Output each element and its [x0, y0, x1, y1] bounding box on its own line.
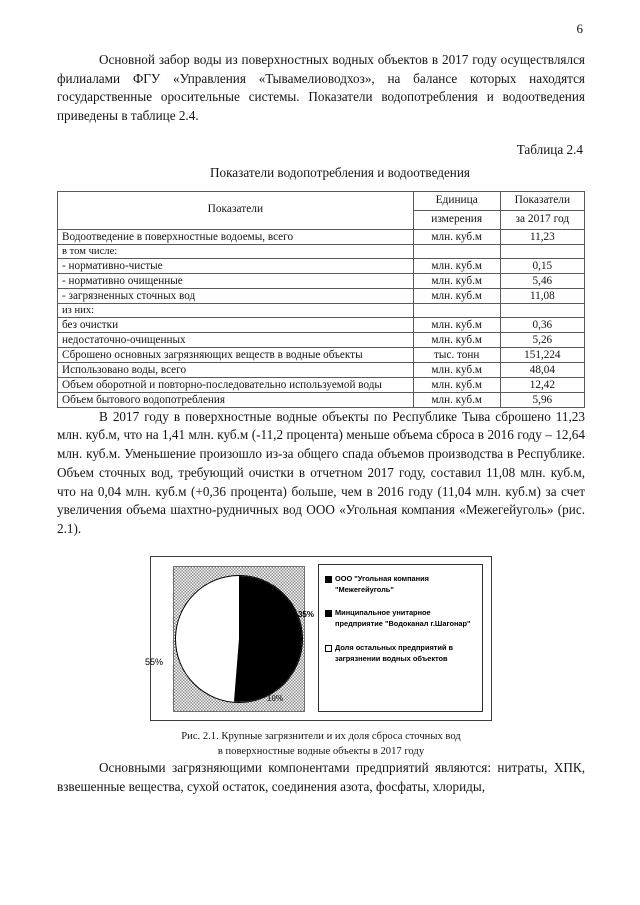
column-header-unit-line1: Единица	[413, 191, 500, 210]
row-indicator-label: - нормативно-чистые	[58, 258, 414, 273]
legend-item	[325, 574, 477, 595]
table-row	[58, 317, 585, 332]
table-row	[58, 362, 585, 377]
row-value: 0,36	[500, 317, 584, 332]
row-value	[500, 303, 584, 317]
legend-label	[335, 574, 429, 595]
row-unit: млн. куб.м	[413, 229, 500, 244]
legend-label-line1: Доля остальных предприятий в	[335, 642, 454, 652]
row-indicator-label: Сброшено основных загрязняющих веществ в водные объекты	[58, 347, 414, 362]
row-value: 11,08	[500, 288, 584, 303]
row-unit: млн. куб.м	[413, 392, 500, 407]
pie-chart-figure	[145, 556, 492, 721]
row-indicator-label: в том числе:	[58, 244, 414, 258]
row-unit: млн. куб.м	[413, 377, 500, 392]
legend-swatch-icon	[325, 576, 332, 583]
row-indicator-label: без очистки	[58, 317, 414, 332]
row-value: 48,04	[500, 362, 584, 377]
legend-label-line2: "Межегейуголь"	[335, 584, 394, 594]
pie-label-35: 35%	[297, 609, 314, 619]
row-value: 5,26	[500, 332, 584, 347]
row-unit: млн. куб.м	[413, 273, 500, 288]
row-value: 11,23	[500, 229, 584, 244]
table-row	[58, 273, 585, 288]
table-row	[58, 377, 585, 392]
water-indicators-table	[57, 191, 585, 408]
table-body	[58, 229, 585, 407]
row-indicator-label: Водоотведение в поверхностные водоемы, всего	[58, 229, 414, 244]
table-row	[58, 288, 585, 303]
table-row	[58, 332, 585, 347]
row-unit	[413, 244, 500, 258]
table-row	[58, 392, 585, 407]
legend-item	[325, 643, 477, 664]
row-unit: тыс. тонн	[413, 347, 500, 362]
column-header-unit-line2: измерения	[413, 210, 500, 229]
row-unit: млн. куб.м	[413, 288, 500, 303]
pie-slice-dark	[176, 576, 302, 702]
row-unit: млн. куб.м	[413, 258, 500, 273]
legend-item	[325, 608, 477, 629]
pie-plot-frame	[173, 566, 305, 712]
column-header-value-line2: за 2017 год	[500, 210, 584, 229]
row-indicator-label: Объем бытового водопотребления	[58, 392, 414, 407]
column-header-value-line1: Показатели	[500, 191, 584, 210]
legend-swatch-icon	[325, 645, 332, 652]
row-indicator-label: - нормативно очищенные	[58, 273, 414, 288]
legend-swatch-icon	[325, 610, 332, 617]
row-value	[500, 244, 584, 258]
row-indicator-label: - загрязненных сточных вод	[58, 288, 414, 303]
legend-label	[335, 608, 471, 629]
row-indicator-label: Использовано воды, всего	[58, 362, 414, 377]
row-unit: млн. куб.м	[413, 317, 500, 332]
legend-label-line1: ООО "Угольная компания	[335, 573, 429, 583]
row-unit: млн. куб.м	[413, 332, 500, 347]
figure-caption	[57, 730, 585, 759]
legend-label-line2: предприятие "Водоканал г.Шагонар"	[335, 619, 471, 629]
table-header-row	[58, 191, 585, 210]
table-label: Таблица 2.4	[516, 141, 583, 157]
table-row	[58, 303, 585, 317]
table-row	[58, 258, 585, 273]
pie-chart-legend	[318, 564, 483, 712]
figure-caption-line1: Рис. 2.1. Крупные загрязнители и их доля сброса сточных вод	[181, 730, 461, 742]
row-unit	[413, 303, 500, 317]
after-table-paragraph: В 2017 году в поверхностные водные объекты по Республике Тыва сброшено 11,23 млн. куб.м, что на 1,41 млн. куб.м (-11,2 процента) меньше объема сброса в 2016 году – 12,64 млн. куб.м. Уменьшение произошло из-за общего спада объемов производства в Республике. Объем сточных вод, требующий очистки в отчетном 2017 году, составил 11,08 млн. куб.м, что на 0,04 млн. куб.м (+0,36 процента) больше, чем в 2016 году (11,04 млн. куб.м) за счет увеличения объема шахтно-рудничных вод ООО «Угольная компания «Межегейуголь» (рис. 2.1).	[57, 408, 585, 537]
row-value: 151,224	[500, 347, 584, 362]
table-title: Показатели водопотребления и водоотведения	[209, 164, 470, 180]
intro-paragraph: Основной забор воды из поверхностных водных объектов в 2017 году осуществлялся филиалами ФГУ «Управления «Тывамелиоводхоз», на балансе которых находятся государственные оросительные системы. Показатели водопотребления и водоотведения приведены в таблице 2.4.	[57, 52, 585, 124]
page-number: 6	[576, 21, 583, 36]
pie-label-10: 10%	[267, 693, 284, 703]
table-row	[58, 229, 585, 244]
table-row	[58, 347, 585, 362]
row-value: 0,15	[500, 258, 584, 273]
table-row	[58, 244, 585, 258]
figure-container	[57, 556, 585, 721]
pie-label-55: 55%	[145, 656, 164, 667]
row-unit: млн. куб.м	[413, 362, 500, 377]
legend-label	[335, 643, 453, 664]
closing-paragraph: Основными загрязняющими компонентами предприятий являются: нитраты, ХПК, взвешенные вещества, сухой остаток, соединения азота, фосфаты, хлориды,	[57, 760, 585, 794]
legend-label-line2: загрязнении водных объектов	[335, 653, 448, 663]
row-value: 5,96	[500, 392, 584, 407]
row-indicator-label: недостаточно-очищенных	[58, 332, 414, 347]
pie-plot-area	[145, 564, 314, 712]
figure-caption-line2: в поверхностные водные объекты в 2017 году	[217, 745, 425, 757]
row-value: 12,42	[500, 377, 584, 392]
row-indicator-label: Объем оборотной и повторно-последовательно используемой воды	[58, 377, 414, 392]
row-value: 5,46	[500, 273, 584, 288]
column-header-indicator: Показатели	[58, 191, 414, 229]
row-indicator-label: из них:	[58, 303, 414, 317]
legend-label-line1: Минципальное унитарное	[335, 608, 431, 618]
pie-chart	[175, 575, 303, 703]
